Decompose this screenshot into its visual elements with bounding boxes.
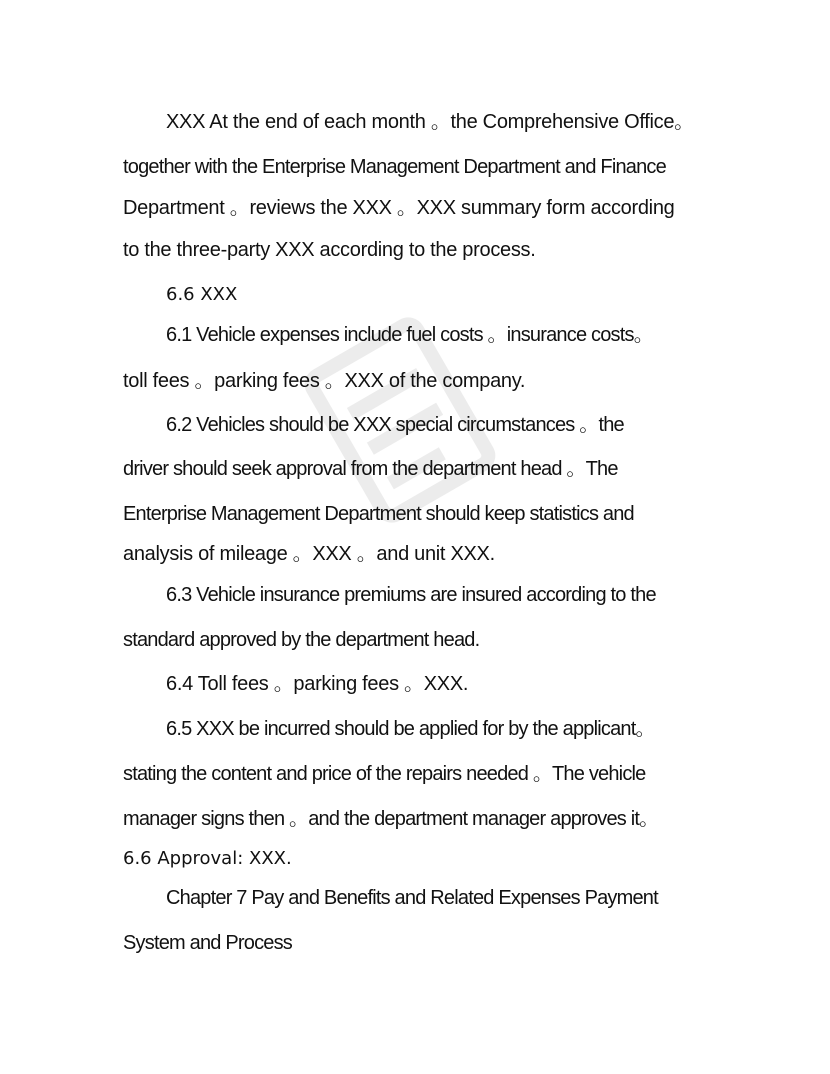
chapter-heading: System and Process xyxy=(123,932,293,954)
paragraph-line: standard approved by the department head. xyxy=(123,629,480,651)
paragraph-line: together with the Enterprise Management Department and Finance xyxy=(123,156,666,178)
paragraph-line: Enterprise Management Department should keep statistics and xyxy=(123,503,634,525)
paragraph-line: 6.4 Toll fees 。parking fees 。XXX. xyxy=(166,673,469,695)
paragraph-line: 6.5 XXX be incurred should be applied for by the applicant。 xyxy=(166,718,655,740)
paragraph-line: 6.3 Vehicle insurance premiums are insured according to the xyxy=(166,584,656,606)
paragraph-line: stating the content and price of the repairs needed 。The vehicle xyxy=(123,763,646,785)
paragraph-line: driver should seek approval from the department head 。The xyxy=(123,458,618,480)
paragraph-line: 6.6 Approval: XXX. xyxy=(123,848,292,869)
paragraph-line: toll fees 。parking fees 。XXX of the company. xyxy=(123,370,526,392)
paragraph-line: manager signs then 。and the department manager approves it。 xyxy=(123,808,659,830)
paragraph-line: to the three-party XXX according to the process. xyxy=(123,239,536,261)
paragraph-line: 6.2 Vehicles should be XXX special circumstances 。the xyxy=(166,414,624,436)
paragraph-line: analysis of mileage 。XXX 。and unit XXX. xyxy=(123,543,495,565)
chapter-heading: Chapter 7 Pay and Benefits and Related Expenses Payment xyxy=(166,887,658,909)
paragraph-line: Department 。reviews the XXX 。XXX summary form according xyxy=(123,197,675,219)
paragraph-line: XXX At the end of each month 。the Comprehensive Office。 xyxy=(166,111,694,133)
paragraph-line: 6.1 Vehicle expenses include fuel costs 。insurance costs。 xyxy=(166,324,653,346)
section-heading: 6.6 XXX xyxy=(166,284,238,305)
